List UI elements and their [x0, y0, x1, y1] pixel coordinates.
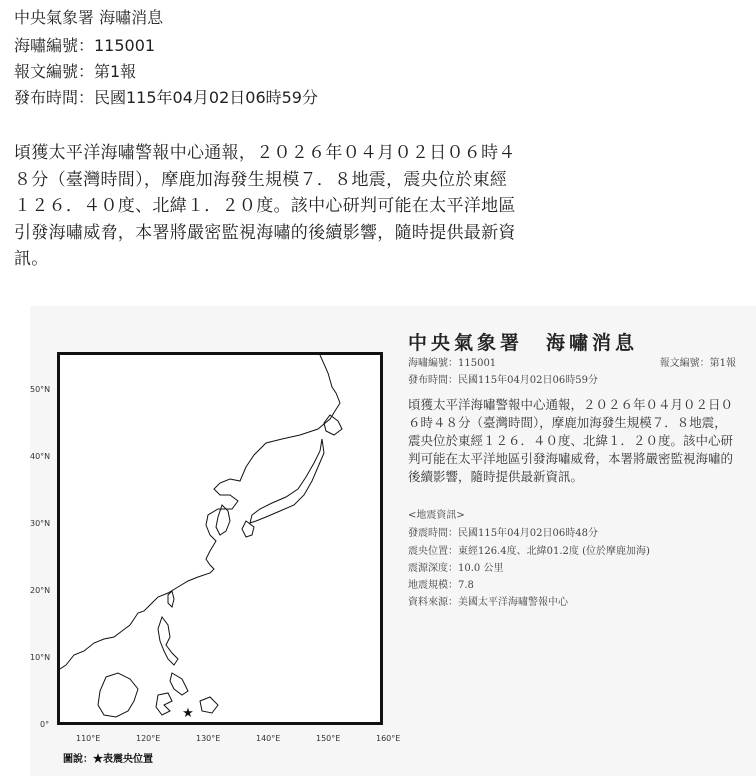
- japan-hokkaido: [324, 415, 342, 435]
- map-frame: [57, 352, 383, 725]
- lon-label-130: 130°E: [196, 734, 221, 743]
- card-body: 頃獲太平洋海嘯警報中心通報，２０２６年０４月０２日０６時４８分（臺灣時間），摩鹿加海發生規模７．８地震，震央位於東經１２６．４０度、北緯１．２０度。該中心研判可能在太平洋地區引發海嘯威脅，本署將嚴密監視海嘯的後續影響，隨時提供最新資訊。: [408, 397, 734, 484]
- quake-source: 資料來源：美國太平洋海嘯警報中心: [408, 597, 568, 608]
- quake-magnitude: 地震規模：7.8: [408, 580, 474, 591]
- card-tsunami-number: 海嘯編號：115001: [408, 358, 497, 369]
- quake-epicenter: 震央位置：東經126.4度、北緯01.2度 (位於摩鹿加海): [408, 546, 650, 557]
- card-report-number: 報文編號：第1報: [659, 358, 736, 369]
- japan-honshu: [250, 439, 324, 523]
- lon-label-110: 110°E: [76, 734, 101, 743]
- map-legend: 圖說：★表震央位置: [63, 754, 153, 765]
- philippines-south: [170, 673, 188, 695]
- map-svg: [60, 355, 380, 722]
- tsunami-map: [30, 306, 410, 776]
- borneo-coast: [98, 673, 138, 717]
- lon-label-160: 160°E: [376, 734, 401, 743]
- quake-info-title: <地震資訊>: [408, 510, 465, 521]
- page-title: 中央氣象署 海嘯消息: [14, 8, 164, 27]
- lon-label-150: 150°E: [316, 734, 341, 743]
- bulletin-image: [30, 306, 756, 776]
- mainland-coast: [60, 355, 340, 669]
- quake-time: 發震時間：民國115年04月02日06時48分: [408, 528, 598, 539]
- lat-label-0: 0°: [40, 720, 50, 729]
- lat-label-20: 20°N: [30, 586, 51, 595]
- card-title: 中央氣象署 海嘯消息: [408, 332, 639, 354]
- philippines-islands: [158, 617, 178, 665]
- lat-label-30: 30°N: [30, 519, 51, 528]
- taiwan-island: [168, 591, 174, 607]
- bulletin-panel: [408, 306, 756, 776]
- tsunami-number: 海嘯編號：115001: [14, 36, 156, 55]
- lon-label-140: 140°E: [256, 734, 281, 743]
- lat-label-10: 10°N: [30, 653, 51, 662]
- report-number: 報文編號：第1報: [14, 62, 137, 81]
- sulawesi-coast: [156, 693, 172, 715]
- japan-kyushu: [242, 521, 254, 537]
- lat-label-40: 40°N: [30, 452, 51, 461]
- card-issue-time: 發布時間：民國115年04月02日06時59分: [408, 375, 598, 386]
- issue-time: 發布時間：民國115年04月02日06時59分: [14, 88, 318, 107]
- epicenter-star-icon: ★: [182, 706, 194, 721]
- lon-label-120: 120°E: [136, 734, 161, 743]
- lat-label-50: 50°N: [30, 385, 51, 394]
- quake-depth: 震源深度：10.0 公里: [408, 563, 504, 574]
- bulletin-text: 頃獲太平洋海嘯警報中心通報，２０２６年０４月０２日０６時４８分（臺灣時間），摩鹿加海發生規模７．８地震，震央位於東經１２６．４０度、北緯１．２０度。該中心研判可能在太平洋地區引發海嘯威脅，本署將嚴密監視海嘯的後續影響，隨時提供最新資訊。: [14, 143, 516, 269]
- new-guinea-coast: [200, 697, 218, 713]
